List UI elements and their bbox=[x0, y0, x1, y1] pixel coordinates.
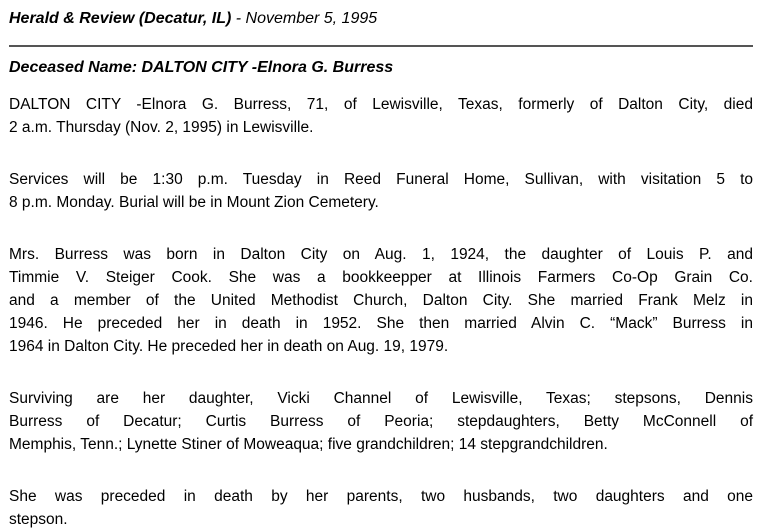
text-line: DALTON CITY -Elnora G. Burress, 71, of Lewisville, Texas, formerly of Dalton City, died bbox=[9, 96, 753, 113]
text-line: 2 a.m. Thursday (Nov. 2, 1995) in Lewisville. bbox=[9, 119, 314, 136]
text-line: 1964 in Dalton City. He preceded her in death on Aug. 19, 1979. bbox=[9, 338, 449, 355]
obituary-paragraph bbox=[9, 243, 753, 358]
obituary-paragraph bbox=[9, 168, 753, 214]
divider-rule bbox=[9, 45, 753, 47]
text-line: Burress of Decatur; Curtis Burress of Peoria; stepdaughters, Betty McConnell of bbox=[9, 413, 753, 430]
publication-name: Herald & Review (Decatur, IL) bbox=[9, 10, 232, 27]
obituary-paragraph bbox=[9, 93, 753, 139]
text-line: She was preceded in death by her parents, two husbands, two daughters and one bbox=[9, 488, 753, 505]
masthead-separator: - bbox=[231, 10, 246, 27]
deceased-value: DALTON CITY -Elnora G. Burress bbox=[141, 59, 394, 76]
text-line: Services will be 1:30 p.m. Tuesday in Reed Funeral Home, Sullivan, with visitation 5 to bbox=[9, 171, 753, 188]
text-line: Timmie V. Steiger Cook. She was a bookkeepper at Illinois Farmers Co-Op Grain Co. bbox=[9, 269, 753, 286]
text-line: 8 p.m. Monday. Burial will be in Mount Zion Cemetery. bbox=[9, 194, 379, 211]
obituary-paragraph bbox=[9, 485, 753, 531]
text-line: Mrs. Burress was born in Dalton City on Aug. 1, 1924, the daughter of Louis P. and bbox=[9, 246, 753, 263]
publication-date: November 5, 1995 bbox=[245, 10, 378, 27]
obituary-paragraph bbox=[9, 387, 753, 456]
text-line: stepson. bbox=[9, 511, 68, 528]
obituary-body bbox=[9, 93, 753, 531]
text-line: 1946. He preceded her in death in 1952. She then married Alvin C. “Mack” Burress in bbox=[9, 315, 753, 332]
text-line: and a member of the United Methodist Church, Dalton City. She married Frank Melz in bbox=[9, 292, 753, 309]
text-line: Surviving are her daughter, Vicki Channel of Lewisville, Texas; stepsons, Dennis bbox=[9, 390, 753, 407]
deceased-label: Deceased Name: bbox=[9, 59, 138, 76]
text-line: Memphis, Tenn.; Lynette Stiner of Moweaqua; five grandchildren; 14 stepgrandchildren. bbox=[9, 436, 608, 453]
deceased-name-line bbox=[9, 58, 753, 78]
masthead bbox=[9, 9, 753, 29]
